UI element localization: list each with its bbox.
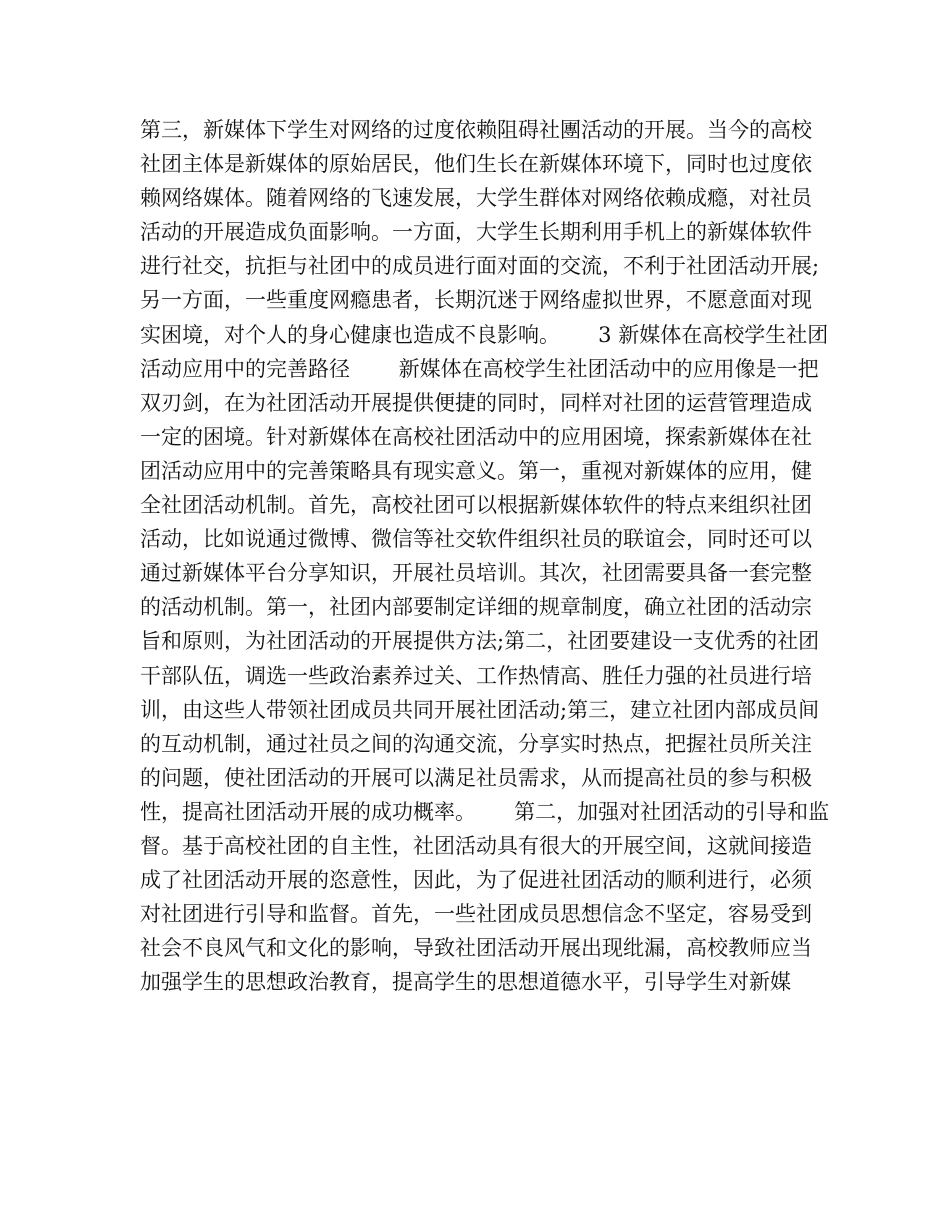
body-paragraph: 第三，新媒体下学生对网络的过度依赖阻碍社團活动的开展。当今的高校社团主体是新媒体的原始居民，他们生长在新媒体环境下，同时也过度依赖网络媒体。随着网络的飞速发展，大学生群体对网络依赖成瘾，对社员活动的开展造成负面影响。一方面，大学生长期利用手机上的新媒体软件进行社交，抗拒与社团中的成员进行面对面的交流，不利于社团活动开展;另一方面，一些重度网瘾患者，长期沉迷于网络虚拟世界，不愿意面对现实困境，对个人的身心健康也造成不良影响。 3 新媒体在高校学生社团活动应用中的完善路径 新媒体在高校学生社团活动中的应用像是一把双刃剑，在为社团活动开展提供便捷的同时，同样对社团的运营管理造成一定的困境。针对新媒体在高校社团活动中的应用困境，探索新媒体在社团活动应用中的完善策略具有现实意义。第一，重视对新媒体的应用，健全社团活动机制。首先，高校社团可以根据新媒体软件的特点来组织社团活动，比如说通过微博、微信等社交软件组织社员的联谊会，同时还可以通过新媒体平台分享知识，开展社员培训。其次，社团需要具备一套完整的活动机制。第一，社团内部要制定详细的规章制度，确立社团的活动宗旨和原则，为社团活动的开展提供方法;第二，社团要建设一支优秀的社团干部队伍，调选一些政治素养过关、工作热情高、胜任力强的社员进行培训，由这些人带领社团成员共同开展社团活动;第三，建立社团内部成员间的互动机制，通过社员之间的沟通交流，分享实时热点，把握社员所关注的问题，使社团活动的开展可以满足社员需求，从而提高社员的参与积极性，提高社团活动开展的成功概率。 第二，加强对社团活动的引导和监督。基于高校社团的自主性，社团活动具有很大的开展空间，这就间接造成了社团活动开展的恣意性，因此，为了促进社团活动的顺利进行，必须对社团进行引导和监督。首先，一些社团成员思想信念不坚定，容易受到社会不良风气和文化的影响，导致社团活动开展出现纰漏，高校教师应当加强学生的思想政治教育，提高学生的思想道德水平，引导学生对新媒 <box>140 118 830 995</box>
